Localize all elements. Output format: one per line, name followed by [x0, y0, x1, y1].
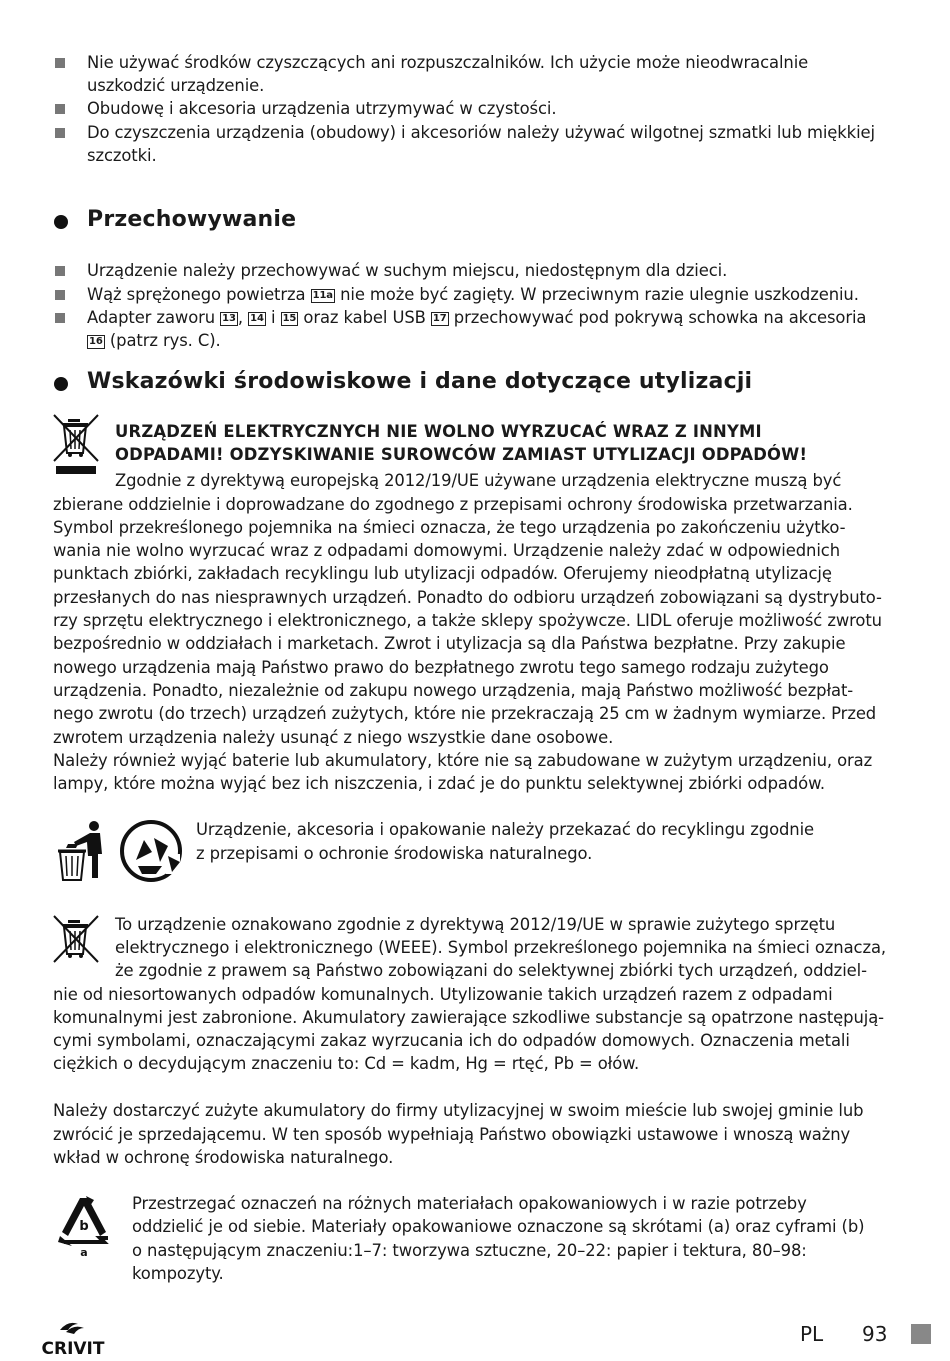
weee-line: cymi symbolami, oznaczającymi zakaz wyrzucania ich do odpadów domowych. Oznaczenia metali [53, 1031, 850, 1050]
recycle-text-line-1: Urządzenie, akcesoria i opakowanie należy przekazać do recyklingu zgodnie [196, 820, 815, 839]
part-ref-16: 16 [89, 336, 103, 347]
heading-bullet-dot [54, 377, 68, 391]
battery-line: Należy dostarczyć zużyte akumulatory do firmy utylizacyjnej w swoim mieście lub swojej gminie lub [53, 1101, 864, 1120]
part-ref-17: 17 [432, 313, 447, 324]
env-paragraph-line: nego zwrotu (do trzech) urządzeń zużytych, które nie przekraczają 25 cm w żadnym wymiarze. Przed [53, 704, 877, 723]
storage-heading: Przechowywanie [87, 207, 297, 232]
weee-line: elektrycznego i elektronicznego (WEEE). Symbol przekreślonego pojemnika na śmieci oznacza, [115, 938, 886, 957]
packaging-line: oddzielić je od siebie. Materiały opakowaniowe oznaczone są skrótami (a) oraz cyframi (b) [132, 1217, 865, 1236]
recycle-symbol-b: b [79, 1219, 89, 1234]
recycling-arrows-icon [116, 818, 186, 884]
env-paragraph-line: wania nie wolno wyrzucać wraz z odpadami domowymi. Urządzenie należy zdać w odpowiednich [53, 541, 840, 560]
battery-line: zwrócić je sprzedającemu. W ten sposób wypełniają Państwo obowiązki ustawowe i wnoszą ważny [53, 1125, 851, 1144]
care-bullet-2: Obudowę i akcesoria urządzenia utrzymywać w czystości. [87, 99, 557, 118]
env-paragraph-line: bezpośrednio w oddziałach i marketach. Zwrot i utylizacja są dla Państwa bezpłatne. Przy zakupie [53, 634, 846, 653]
packaging-line: kompozyty. [132, 1264, 224, 1283]
warning-line-1: URZĄDZEŃ ELEKTRYCZNYCH NIE WOLNO WYRZUCAĆ WRAZ Z INNYMI [115, 422, 762, 441]
weee-line: ciężkich o decydującym znaczeniu to: Cd = kadm, Hg = rtęć, Pb = ołów. [53, 1054, 640, 1073]
crossed-bin-icon [52, 413, 100, 475]
footer-language: PL [800, 1322, 824, 1346]
storage-bullet-2-text-end: nie może być zagięty. W przeciwnym razie ulegnie uszkodzeniu. [340, 285, 859, 304]
storage-bullet-3-text-final: (patrz rys. C). [109, 331, 221, 350]
env-paragraph-line: punktach zbiórki, zakładach recyklingu lub utylizacji odpadów. Oferujemy nieodpłatną utylizację [53, 564, 832, 583]
storage-bullet-3-text: Adapter zaworu [87, 308, 216, 327]
heading-bullet-dot [54, 215, 68, 229]
environment-heading: Wskazówki środowiskowe i dane dotyczące utylizacji [87, 369, 753, 394]
separator: i [270, 308, 276, 327]
bullet-square [55, 313, 65, 323]
storage-bullet-2-text: Wąż sprężonego powietrza [87, 285, 306, 304]
warning-line-2: ODPADAMI! ODZYSKIWANIE SUROWCÓW ZAMIAST UTYLIZACJI ODPADÓW! [115, 445, 808, 464]
weee-line: To urządzenie oznakowano zgodnie z dyrektywą 2012/19/UE w sprawie zużytego sprzętu [115, 915, 836, 934]
part-ref-14: 14 [250, 313, 264, 324]
battery-line: wkład w ochronę środowiska naturalnego. [53, 1148, 394, 1167]
recycle-symbol-a: a [80, 1246, 88, 1258]
bullet-square [55, 58, 65, 68]
packaging-line: o następującym znaczeniu:1–7: tworzywa sztuczne, 20–22: papier i tektura, 80–98: [132, 1241, 807, 1260]
bullet-square [55, 290, 65, 300]
care-bullet-1-line-2: uszkodzić urządzenie. [87, 76, 265, 95]
storage-bullet-1: Urządzenie należy przechowywać w suchym miejscu, niedostępnym dla dzieci. [87, 261, 728, 280]
recycle-text-line-2: z przepisami o ochronie środowiska naturalnego. [196, 844, 593, 863]
env-paragraph-line: lampy, które można wyjąć bez ich niszczenia, i zdać je do punktu selektywnej zbiórki odpadów. [53, 774, 825, 793]
part-ref-15: 15 [282, 313, 297, 324]
crossed-bin-icon [52, 914, 100, 966]
weee-line: komunalnymi jest zabronione. Akumulatory zawierające szkodliwe substancje są opatrzone następują- [53, 1008, 884, 1027]
part-ref-11a: 11a [312, 290, 333, 301]
bullet-square [55, 104, 65, 114]
env-paragraph-line: przesłanych do nas niesprawnych urządzeń. Ponadto do odbioru urządzeń zobowiązani są dystrybuto- [53, 588, 882, 607]
env-paragraph-line: nowego urządzenia mają Państwo prawo do bezpłatnego zwrotu tego samego rodzaju zużytego [53, 658, 829, 677]
weee-line: że zgodnie z prawem są Państwo zobowiązani do selektywnej zbiórki tych urządzeń, oddziel- [115, 961, 867, 980]
page-number: 93 [862, 1322, 888, 1346]
storage-bullet-3-text-end: przechowywać pod pokrywą schowka na akcesoria [453, 308, 867, 327]
storage-bullet-3-text-mid: oraz kabel USB [303, 308, 426, 327]
trash-person-icon [54, 820, 108, 882]
bullet-square [55, 266, 65, 276]
storage-bullet-2 [87, 283, 859, 306]
crivit-logo [38, 1318, 108, 1358]
page-tab-marker [911, 1324, 931, 1344]
bullet-square [55, 128, 65, 138]
storage-bullet-3-line-2 [87, 329, 221, 352]
env-paragraph-line: Symbol przekreślonego pojemnika na śmieci oznacza, że tego urządzenia po zakończeniu użytko- [53, 518, 846, 537]
packaging-line: Przestrzegać oznaczeń na różnych materiałach opakowaniowych i w razie potrzeby [132, 1194, 807, 1213]
env-paragraph-line: rzy sprzętu elektrycznego i elektronicznego, a także sklepy spożywcze. LIDL oferuje możliwość zwrotu [53, 611, 882, 630]
care-bullet-3-line-2: szczotki. [87, 146, 157, 165]
env-paragraph-line: Należy również wyjąć baterie lub akumulatory, które nie są zabudowane w zużytym urządzeniu, oraz [53, 751, 873, 770]
env-paragraph-line: zbierane oddzielnie i doprowadzane do zgodnego z przepisami ochrony środowiska przetwarzania. [53, 495, 853, 514]
separator: , [237, 308, 244, 327]
env-paragraph-line: Zgodnie z dyrektywą europejską 2012/19/UE używane urządzenia elektryczne muszą być [115, 471, 842, 490]
brand-text: CRIVIT [41, 1339, 105, 1358]
care-bullet-3-line-1: Do czyszczenia urządzenia (obudowy) i akcesoriów należy używać wilgotnej szmatki lub miękkiej [87, 123, 875, 142]
storage-bullet-3-line-1 [87, 306, 866, 329]
part-ref-13: 13 [222, 313, 236, 324]
recycling-triangle-icon [56, 1194, 112, 1258]
care-bullet-1-line-1: Nie używać środków czyszczących ani rozpuszczalników. Ich użycie może nieodwracalnie [87, 53, 809, 72]
env-paragraph-line: urządzenia. Ponadto, niezależnie od zakupu nowego urządzenia, mają Państwo możliwość bezpłat- [53, 681, 854, 700]
weee-line: nie od niesortowanych odpadów komunalnych. Utylizowanie takich urządzeń razem z odpadami [53, 985, 833, 1004]
env-paragraph-line: zwrotem urządzenia należy usunąć z niego wszystkie dane osobowe. [53, 728, 614, 747]
